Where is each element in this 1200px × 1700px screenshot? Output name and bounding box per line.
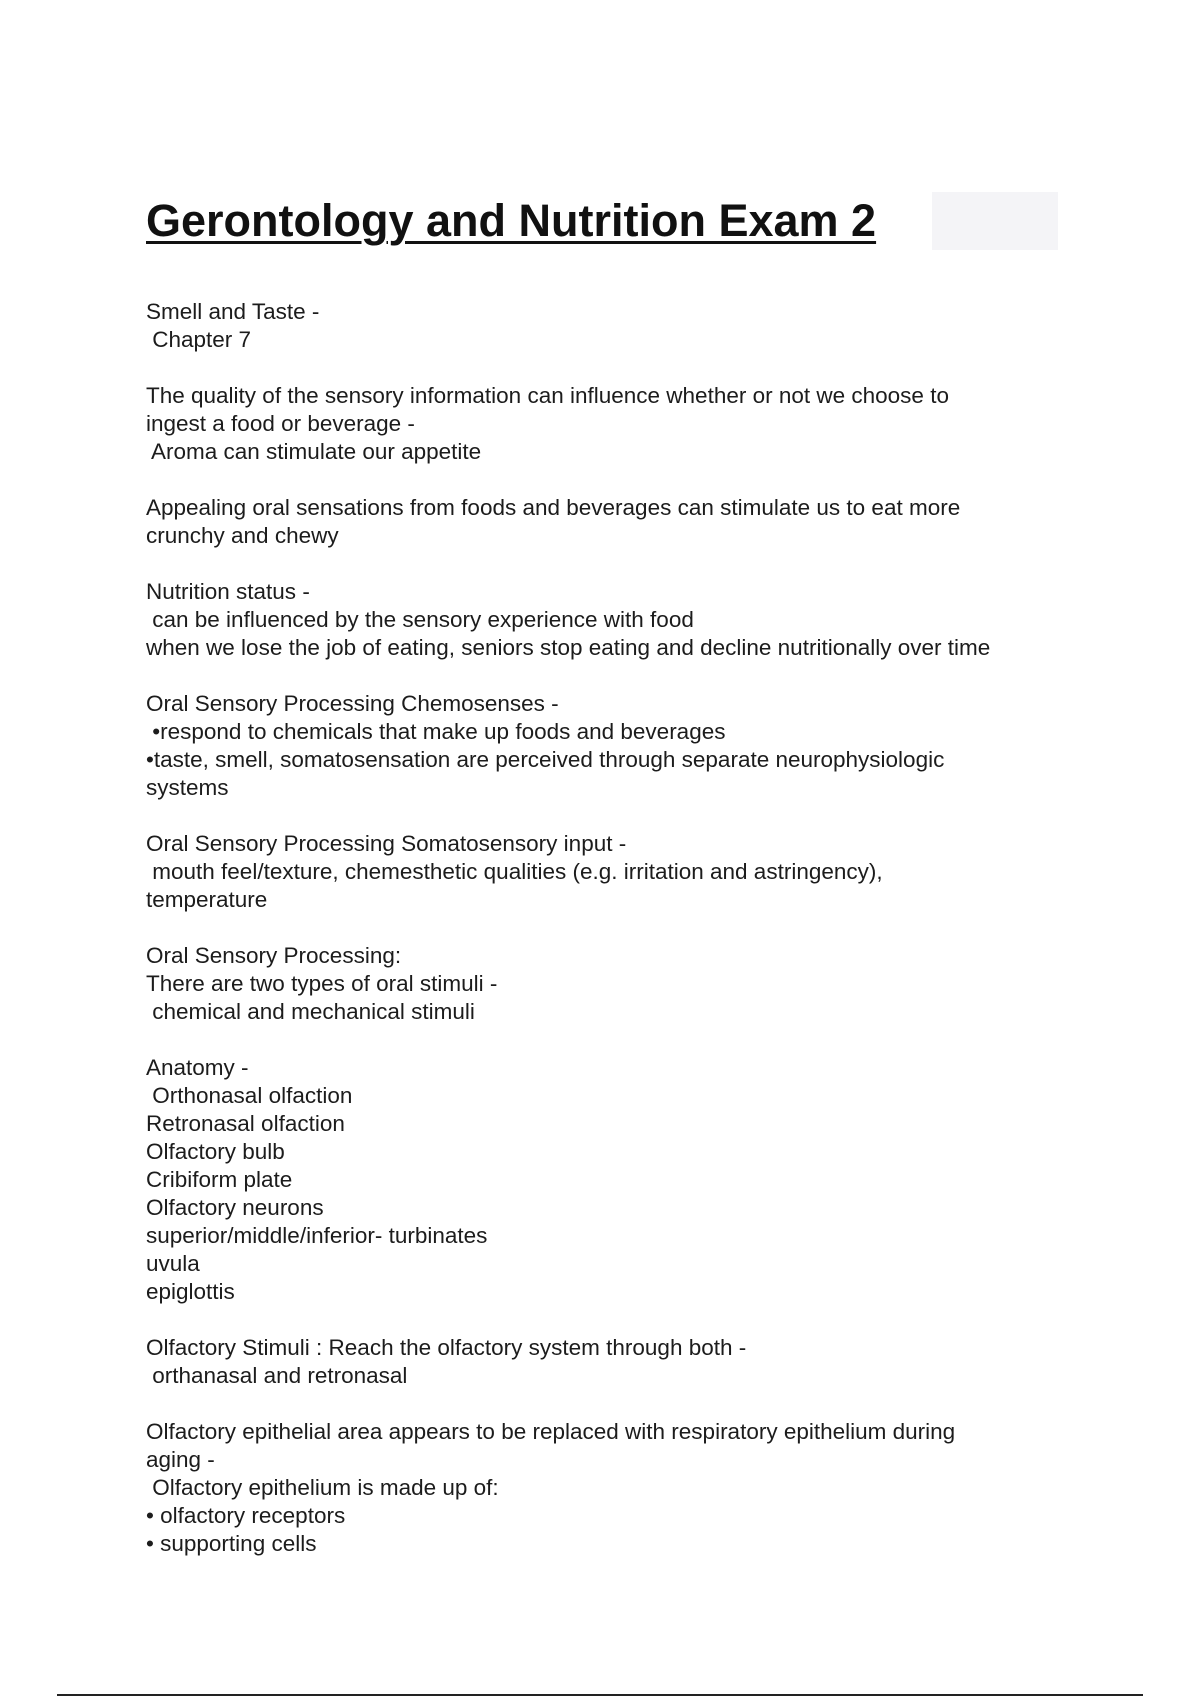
- note-line: crunchy and chewy: [146, 523, 339, 548]
- note-line: •taste, smell, somatosensation are perceived through separate neurophysiologic: [146, 747, 945, 772]
- note-line: aging -: [146, 1447, 215, 1472]
- note-line: The quality of the sensory information can influence whether or not we choose to: [146, 383, 949, 408]
- note-line: superior/middle/inferior- turbinates: [146, 1223, 488, 1248]
- note-line: Appealing oral sensations from foods and beverages can stimulate us to eat more: [146, 495, 961, 520]
- note-line: Oral Sensory Processing:: [146, 943, 402, 968]
- note-block: [146, 382, 1066, 466]
- document-body: [146, 298, 1066, 1586]
- note-block: [146, 1334, 1066, 1390]
- note-line: Orthonasal olfaction: [146, 1083, 353, 1108]
- note-block: [146, 578, 1066, 662]
- note-line: when we lose the job of eating, seniors stop eating and decline nutritionally over time: [146, 635, 991, 660]
- note-block: [146, 942, 1066, 1026]
- note-block: [146, 298, 1066, 354]
- note-line: Cribiform plate: [146, 1167, 293, 1192]
- note-line: chemical and mechanical stimuli: [146, 999, 475, 1024]
- note-line: Olfactory neurons: [146, 1195, 324, 1220]
- note-line: Retronasal olfaction: [146, 1111, 345, 1136]
- note-line: Anatomy -: [146, 1055, 249, 1080]
- note-line: • supporting cells: [146, 1531, 317, 1556]
- note-block: [146, 1418, 1066, 1558]
- note-line: epiglottis: [146, 1279, 235, 1304]
- note-line: Oral Sensory Processing Chemosenses -: [146, 691, 559, 716]
- bottom-divider: [57, 1694, 1143, 1696]
- note-line: There are two types of oral stimuli -: [146, 971, 498, 996]
- note-line: Chapter 7: [146, 327, 252, 352]
- note-line: Olfactory Stimuli : Reach the olfactory system through both -: [146, 1335, 747, 1360]
- note-line: Nutrition status -: [146, 579, 310, 604]
- note-line: Oral Sensory Processing Somatosensory input -: [146, 831, 627, 856]
- note-block: [146, 830, 1066, 914]
- note-line: •respond to chemicals that make up foods and beverages: [146, 719, 726, 744]
- note-line: temperature: [146, 887, 268, 912]
- note-line: systems: [146, 775, 229, 800]
- note-line: can be influenced by the sensory experience with food: [146, 607, 694, 632]
- note-line: orthanasal and retronasal: [146, 1363, 408, 1388]
- note-line: Smell and Taste -: [146, 299, 320, 324]
- note-block: [146, 494, 1066, 550]
- title-area: [146, 192, 1058, 250]
- note-block: [146, 1054, 1066, 1306]
- document-title: Gerontology and Nutrition Exam 2: [146, 195, 877, 246]
- note-line: Olfactory epithelial area appears to be replaced with respiratory epithelium during: [146, 1419, 956, 1444]
- note-line: uvula: [146, 1251, 200, 1276]
- note-block: [146, 690, 1066, 802]
- note-line: Olfactory bulb: [146, 1139, 285, 1164]
- note-line: Aroma can stimulate our appetite: [146, 439, 482, 464]
- note-line: ingest a food or beverage -: [146, 411, 415, 436]
- note-line: • olfactory receptors: [146, 1503, 346, 1528]
- note-line: Olfactory epithelium is made up of:: [146, 1475, 499, 1500]
- note-line: mouth feel/texture, chemesthetic qualities (e.g. irritation and astringency),: [146, 859, 883, 884]
